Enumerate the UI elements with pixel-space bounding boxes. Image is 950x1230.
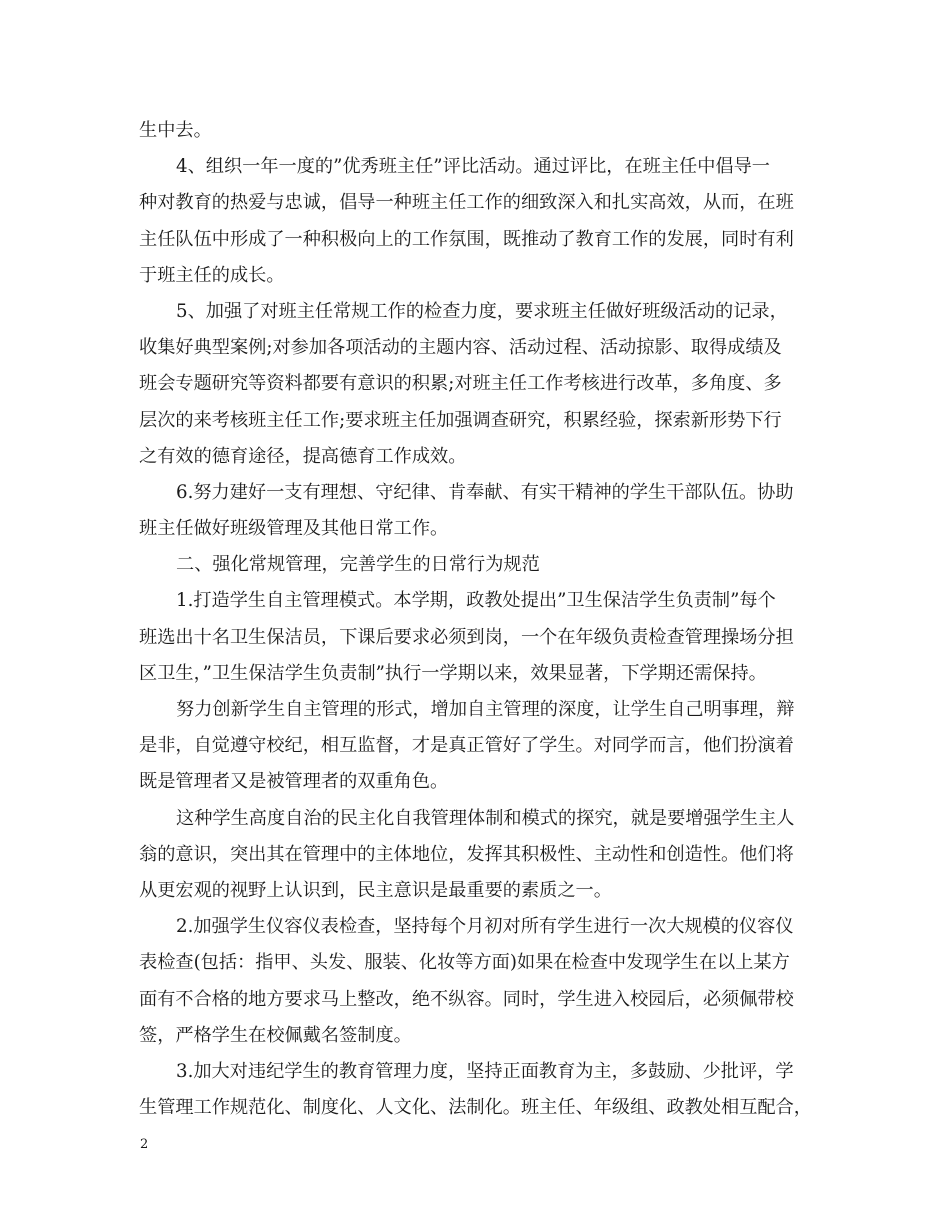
text-line: 区卫生，”卫生保洁学生负责制”执行一学期以来，效果显著，下学期还需保持。 bbox=[139, 662, 767, 684]
text-line: 翁的意识，突出其在管理中的主体地位，发挥其积极性、主动性和创造性。他们将 bbox=[139, 843, 794, 865]
page-number: 2 bbox=[140, 1137, 149, 1152]
text-line: 于班主任的成长。 bbox=[139, 264, 285, 286]
text-line: 签，严格学生在校佩戴名签制度。 bbox=[139, 1024, 412, 1046]
text-line: 生管理工作规范化、制度化、人文化、法制化。班主任、年级组、政教处相互配合， bbox=[139, 1097, 812, 1119]
text-line: 3.加大对违纪学生的教育管理力度，坚持正面教育为主，多鼓励、少批评，学 bbox=[176, 1060, 794, 1082]
text-line: 班会专题研究等资料都要有意识的积累;对班主任工作考核进行改革，多角度、多 bbox=[139, 373, 782, 395]
text-line: 这种学生高度自治的民主化自我管理体制和模式的探究，就是要增强学生主人 bbox=[176, 807, 795, 829]
text-line: 从更宏观的视野上认识到，民主意识是最重要的素质之一。 bbox=[139, 879, 612, 901]
text-line: 收集好典型案例;对参加各项活动的主题内容、活动过程、活动掠影、取得成绩及 bbox=[139, 337, 782, 359]
text-line: 之有效的德育途径，提高德育工作成效。 bbox=[139, 445, 467, 467]
text-line: 4、组织一年一度的”优秀班主任”评比活动。通过评比，在班主任中倡导一 bbox=[176, 156, 770, 178]
text-line: 班选出十名卫生保洁员，下课后要求必须到岗，一个在年级负责检查管理操场分担 bbox=[139, 626, 794, 648]
text-line: 层次的来考核班主任工作;要求班主任加强调查研究，积累经验，探索新形势下行 bbox=[139, 409, 782, 431]
text-line: 既是管理者又是被管理者的双重角色。 bbox=[139, 771, 449, 793]
text-line: 6.努力建好一支有理想、守纪律、肯奉献、有实干精神的学生干部队伍。协助 bbox=[176, 481, 794, 503]
text-line: 2.加强学生仪容仪表检查，坚持每个月初对所有学生进行一次大规模的仪容仪 bbox=[176, 916, 794, 938]
text-line: 生中去。 bbox=[139, 120, 212, 141]
text-line: 5、加强了对班主任常规工作的检查力度，要求班主任做好班级活动的记录， bbox=[176, 300, 788, 322]
text-line: 班主任做好班级管理及其他日常工作。 bbox=[139, 518, 449, 540]
text-line: 面有不合格的地方要求马上整改，绝不纵容。同时，学生进入校园后，必须佩带校 bbox=[139, 988, 794, 1010]
text-line: 是非，自觉遵守校纪，相互监督，才是真正管好了学生。对同学而言，他们扮演着 bbox=[139, 735, 794, 757]
text-line: 种对教育的热爱与忠诚，倡导一种班主任工作的细致深入和扎实高效，从而，在班 bbox=[139, 192, 794, 214]
text-line: 1.打造学生自主管理模式。本学期，政教处提出”卫生保洁学生负责制”每个 bbox=[176, 590, 776, 612]
text-line: 努力创新学生自主管理的形式，增加自主管理的深度，让学生自己明事理，辩 bbox=[176, 699, 795, 720]
text-line: 主任队伍中形成了一种积极向上的工作氛围，既推动了教育工作的发展，同时有利 bbox=[139, 228, 794, 250]
document-body bbox=[139, 113, 819, 1126]
text-line: 表检查(包括：指甲、头发、服装、化妆等方面)如果在检查中发现学生在以上某方 bbox=[139, 952, 790, 974]
text-line: 二、强化常规管理，完善学生的日常行为规范 bbox=[176, 554, 540, 576]
